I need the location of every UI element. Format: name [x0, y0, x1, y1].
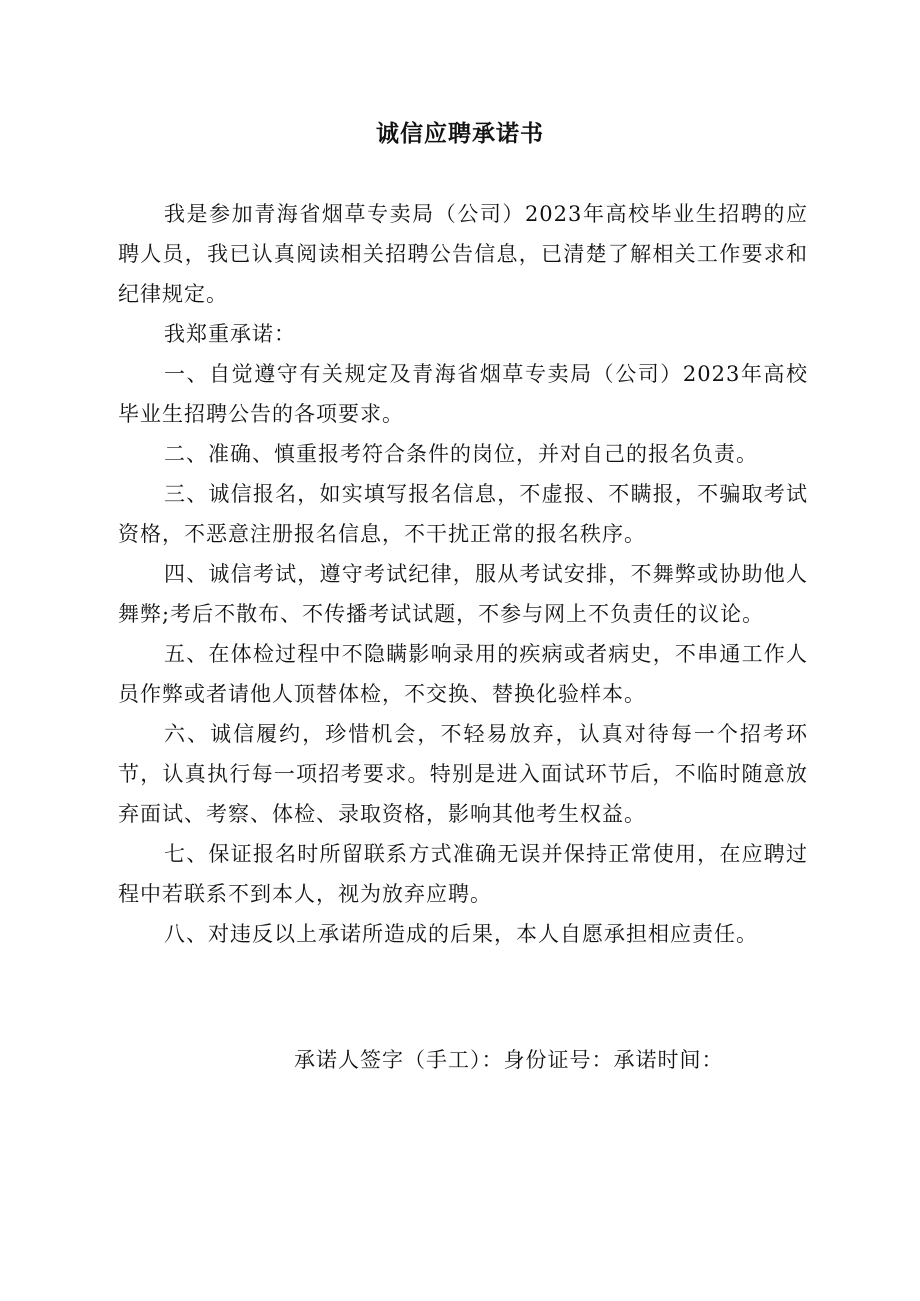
pledge-item-8: 八、对违反以上承诺所造成的后果，本人自愿承担相应责任。	[164, 922, 758, 946]
pledge-item-6: 六、诚信履约，珍惜机会，不轻易放弃，认真对待每一个招考环节，认真执行每一项招考要求。特别是进入面试环节后，不临时随意放弃面试、考察、体检、录取资格，影响其他考生权益。	[118, 722, 808, 826]
pledge-item-2: 二、准确、慎重报考符合条件的岗位，并对自己的报名负责。	[164, 442, 758, 466]
pledge-item-7: 七、保证报名时所留联系方式准确无误并保持正常使用，在应聘过程中若联系不到本人，视为放弃应聘。	[118, 842, 808, 906]
signature-line: 承诺人签字（手工）：身份证号：承诺时间：	[294, 1048, 724, 1072]
intro-paragraph: 我是参加青海省烟草专卖局（公司）2023年高校毕业生招聘的应聘人员，我已认真阅读相关招聘公告信息，已清楚了解相关工作要求和纪律规定。	[118, 202, 808, 306]
pledge-item-1: 一、自觉遵守有关规定及青海省烟草专卖局（公司）2023年高校毕业生招聘公告的各项要求。	[118, 362, 808, 426]
pledge-heading: 我郑重承诺：	[164, 322, 296, 346]
document-body	[118, 194, 808, 954]
pledge-item-3: 三、诚信报名，如实填写报名信息，不虚报、不瞒报，不骗取考试资格，不恶意注册报名信息，不干扰正常的报名秩序。	[118, 482, 808, 546]
document-title: 诚信应聘承诺书	[376, 121, 544, 147]
pledge-item-4: 四、诚信考试，遵守考试纪律，服从考试安排，不舞弊或协助他人舞弊;考后不散布、不传播考试试题，不参与网上不负责任的议论。	[118, 562, 808, 626]
pledge-item-5: 五、在体检过程中不隐瞒影响录用的疾病或者病史，不串通工作人员作弊或者请他人顶替体检，不交换、替换化验样本。	[118, 642, 808, 706]
